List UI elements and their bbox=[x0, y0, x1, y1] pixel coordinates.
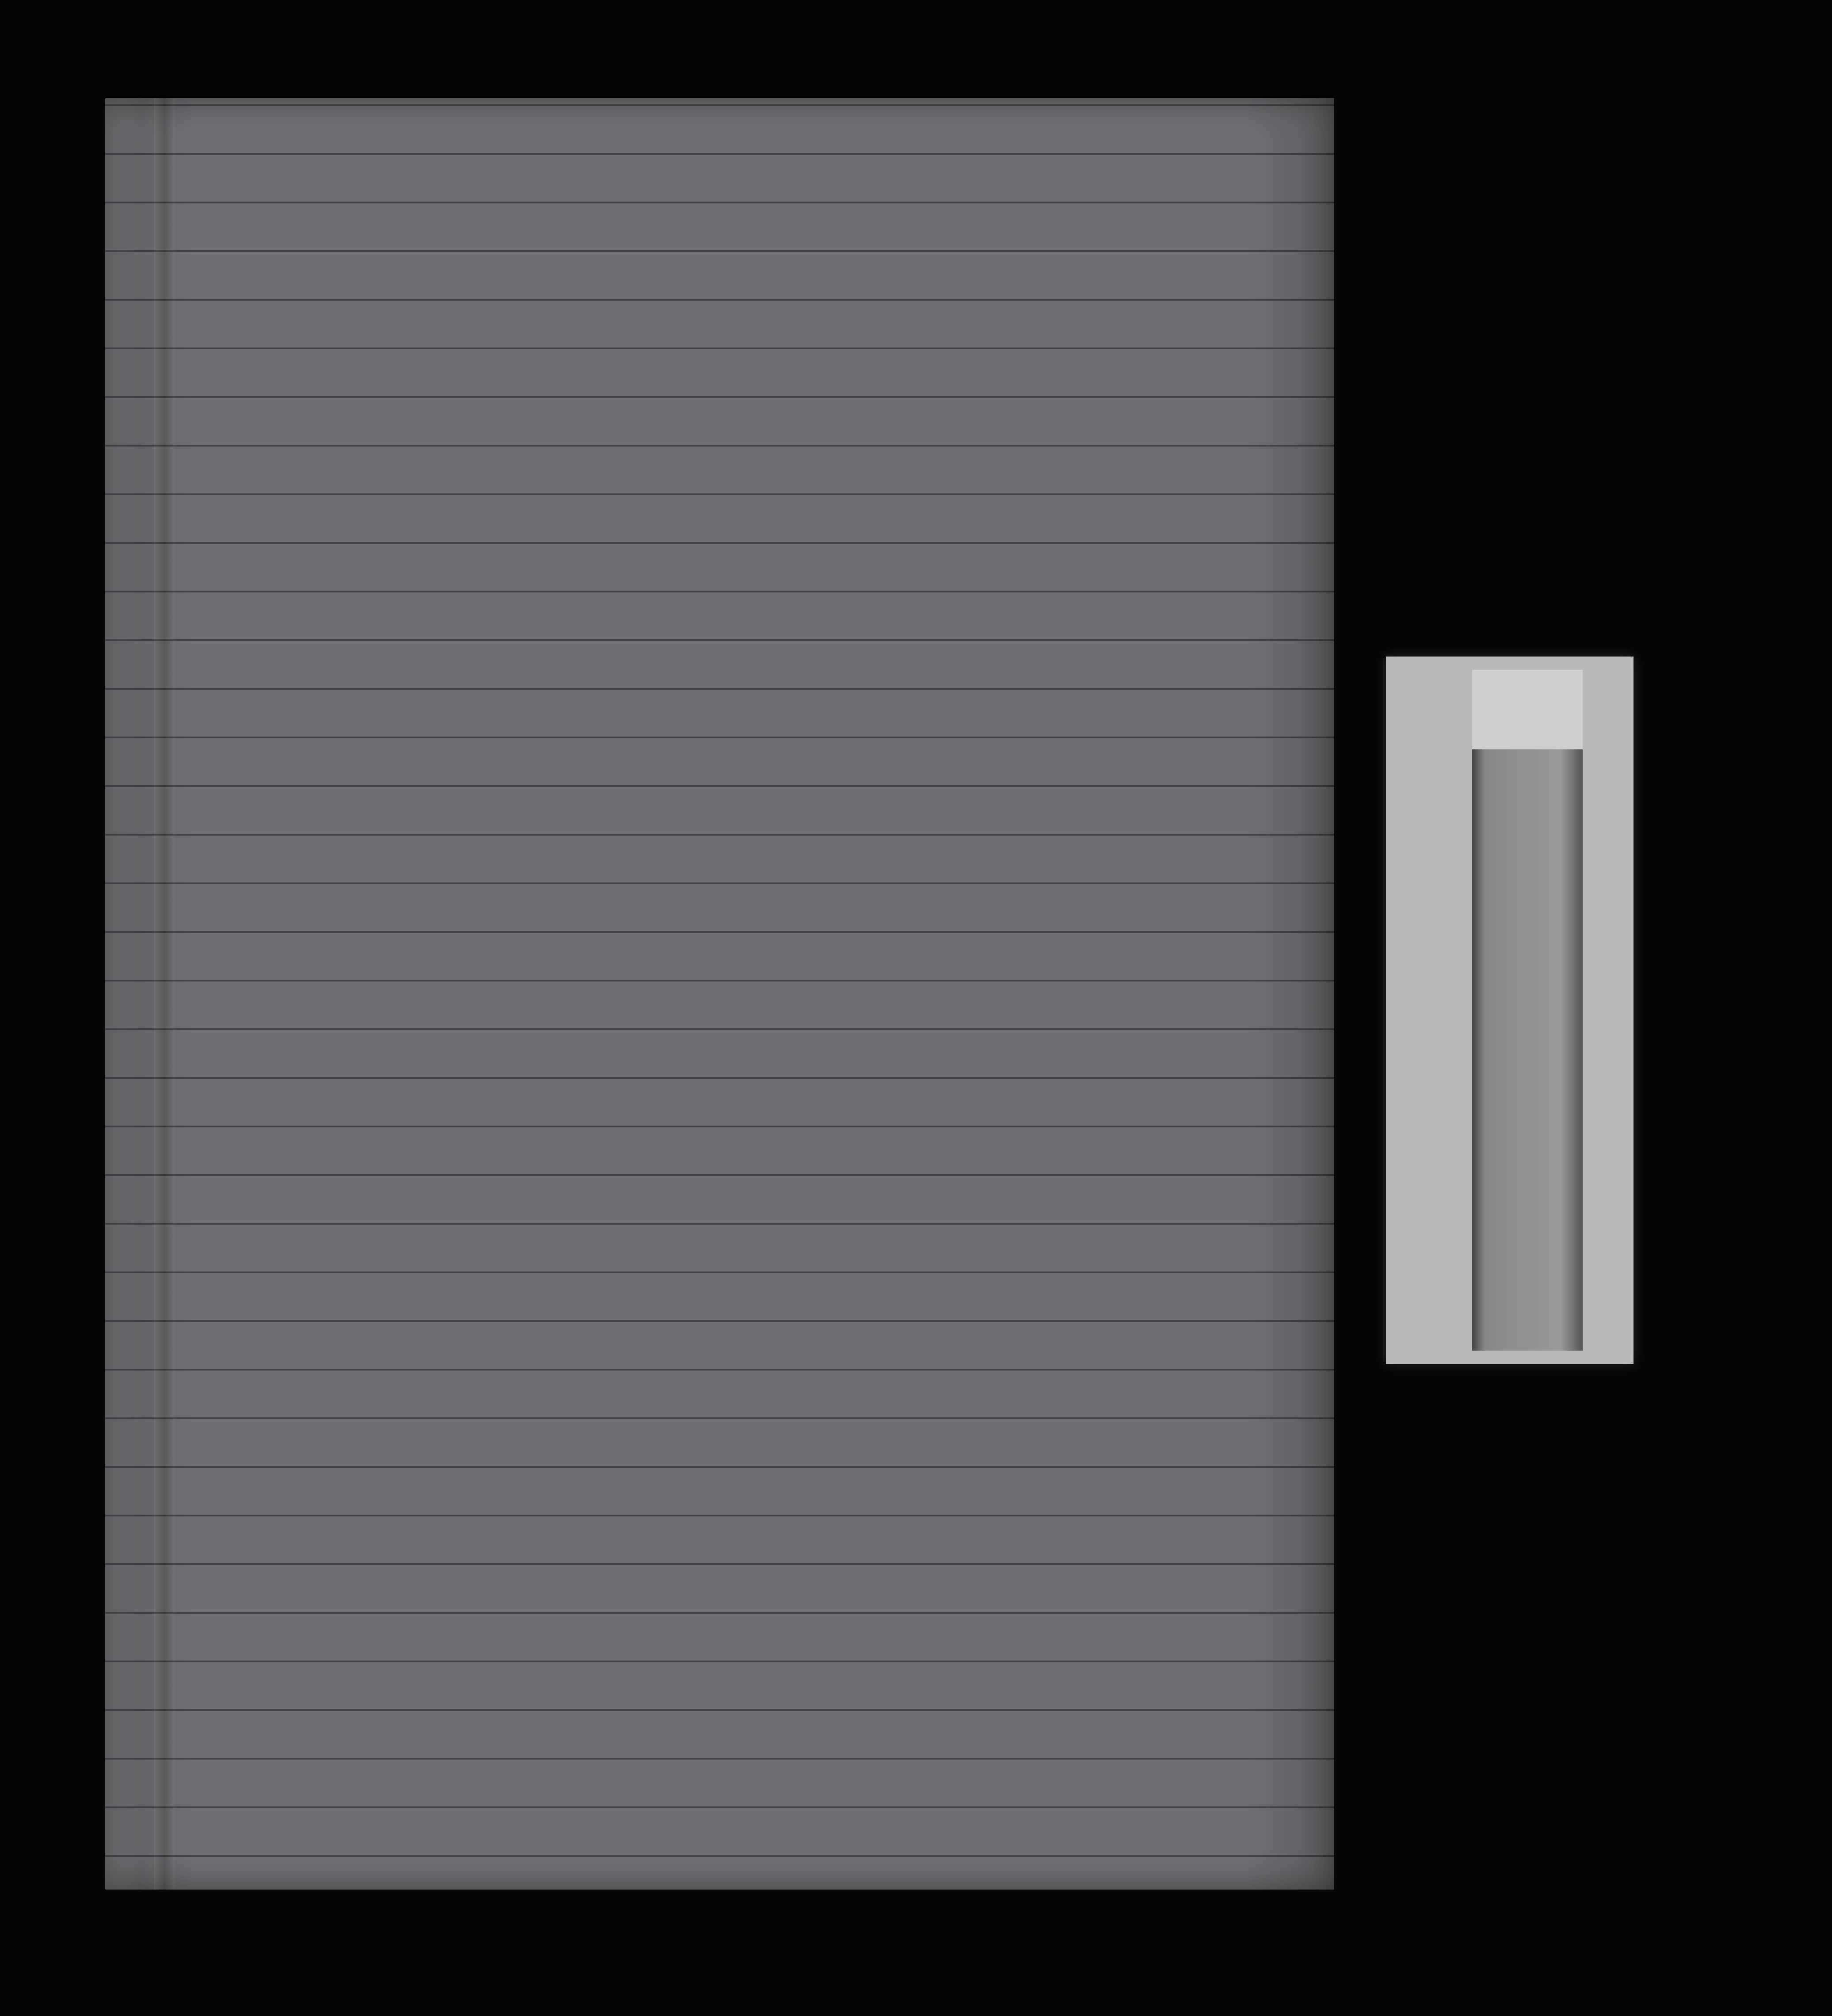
archive-stamp-strip bbox=[1472, 670, 1583, 1351]
stamp-strip-tab bbox=[1472, 670, 1583, 749]
archive-label-card bbox=[1386, 657, 1634, 1364]
page-binding-shadow bbox=[154, 98, 175, 1890]
ledger-page bbox=[105, 98, 1334, 1890]
